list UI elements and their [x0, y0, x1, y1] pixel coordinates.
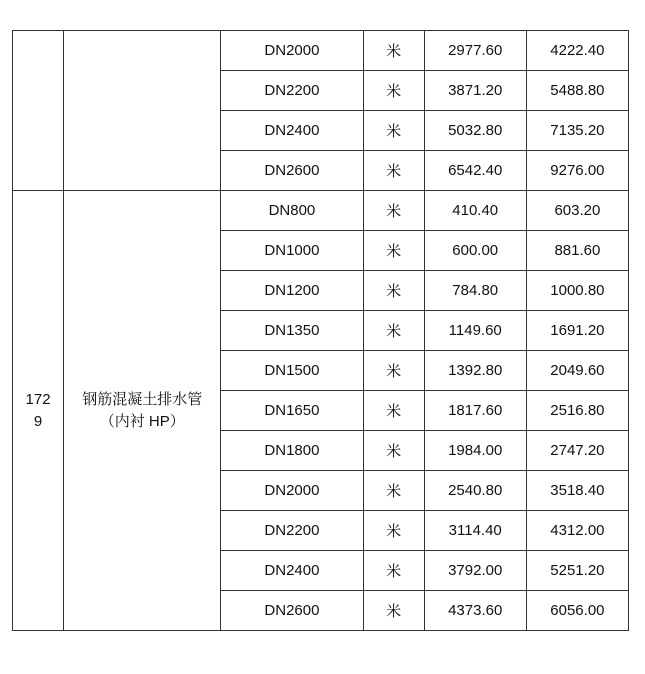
item-name-cell	[64, 191, 221, 631]
table-row	[13, 31, 629, 71]
price1-cell: 3871.20	[424, 71, 526, 111]
spec-cell: DN1500	[221, 351, 363, 391]
spec-cell: DN2000	[221, 31, 363, 71]
price2-cell: 6056.00	[526, 591, 628, 631]
spec-cell: DN1800	[221, 431, 363, 471]
unit-cell: 米	[363, 311, 424, 351]
item-name-line1: 钢筋混凝土排水管	[82, 390, 203, 408]
spec-cell: DN2600	[221, 591, 363, 631]
price1-cell: 3792.00	[424, 551, 526, 591]
unit-cell: 米	[363, 111, 424, 151]
item-number-line2: 9	[33, 412, 43, 430]
spec-cell: DN1350	[221, 311, 363, 351]
price2-cell: 1691.20	[526, 311, 628, 351]
item-name-text	[64, 389, 220, 433]
price2-cell: 4222.40	[526, 31, 628, 71]
price1-cell: 784.80	[424, 271, 526, 311]
price2-cell: 881.60	[526, 231, 628, 271]
unit-cell: 米	[363, 351, 424, 391]
price2-cell: 603.20	[526, 191, 628, 231]
spec-cell: DN2400	[221, 111, 363, 151]
item-number-line1: 172	[25, 390, 51, 408]
price-table	[12, 30, 629, 631]
spec-cell: DN2600	[221, 151, 363, 191]
unit-cell: 米	[363, 511, 424, 551]
item-number-cell	[13, 191, 64, 631]
unit-cell: 米	[363, 271, 424, 311]
price1-cell: 600.00	[424, 231, 526, 271]
price1-cell: 6542.40	[424, 151, 526, 191]
unit-cell: 米	[363, 231, 424, 271]
price2-cell: 4312.00	[526, 511, 628, 551]
price1-cell: 2977.60	[424, 31, 526, 71]
unit-cell: 米	[363, 31, 424, 71]
spec-cell: DN1200	[221, 271, 363, 311]
item-name-cell	[64, 31, 221, 191]
unit-cell: 米	[363, 591, 424, 631]
price1-cell: 3114.40	[424, 511, 526, 551]
spec-cell: DN2400	[221, 551, 363, 591]
price1-cell: 1817.60	[424, 391, 526, 431]
unit-cell: 米	[363, 191, 424, 231]
spec-cell: DN1650	[221, 391, 363, 431]
unit-cell: 米	[363, 431, 424, 471]
price2-cell: 2049.60	[526, 351, 628, 391]
price1-cell: 410.40	[424, 191, 526, 231]
price2-cell: 2747.20	[526, 431, 628, 471]
price1-cell: 2540.80	[424, 471, 526, 511]
price-table-body	[13, 31, 629, 631]
unit-cell: 米	[363, 471, 424, 511]
price2-cell: 3518.40	[526, 471, 628, 511]
price2-cell: 5251.20	[526, 551, 628, 591]
unit-cell: 米	[363, 391, 424, 431]
spec-cell: DN800	[221, 191, 363, 231]
unit-cell: 米	[363, 151, 424, 191]
price2-cell: 2516.80	[526, 391, 628, 431]
spec-cell: DN2200	[221, 71, 363, 111]
unit-cell: 米	[363, 551, 424, 591]
item-number-text	[13, 389, 63, 433]
price1-cell: 1984.00	[424, 431, 526, 471]
spec-cell: DN1000	[221, 231, 363, 271]
price1-cell: 5032.80	[424, 111, 526, 151]
price1-cell: 4373.60	[424, 591, 526, 631]
table-row	[13, 191, 629, 231]
price2-cell: 5488.80	[526, 71, 628, 111]
price2-cell: 9276.00	[526, 151, 628, 191]
unit-cell: 米	[363, 71, 424, 111]
price2-cell: 1000.80	[526, 271, 628, 311]
price1-cell: 1149.60	[424, 311, 526, 351]
spec-cell: DN2000	[221, 471, 363, 511]
item-number-cell	[13, 31, 64, 191]
spec-cell: DN2200	[221, 511, 363, 551]
price2-cell: 7135.20	[526, 111, 628, 151]
item-name-line2: （内衬 HP）	[99, 412, 185, 430]
price1-cell: 1392.80	[424, 351, 526, 391]
